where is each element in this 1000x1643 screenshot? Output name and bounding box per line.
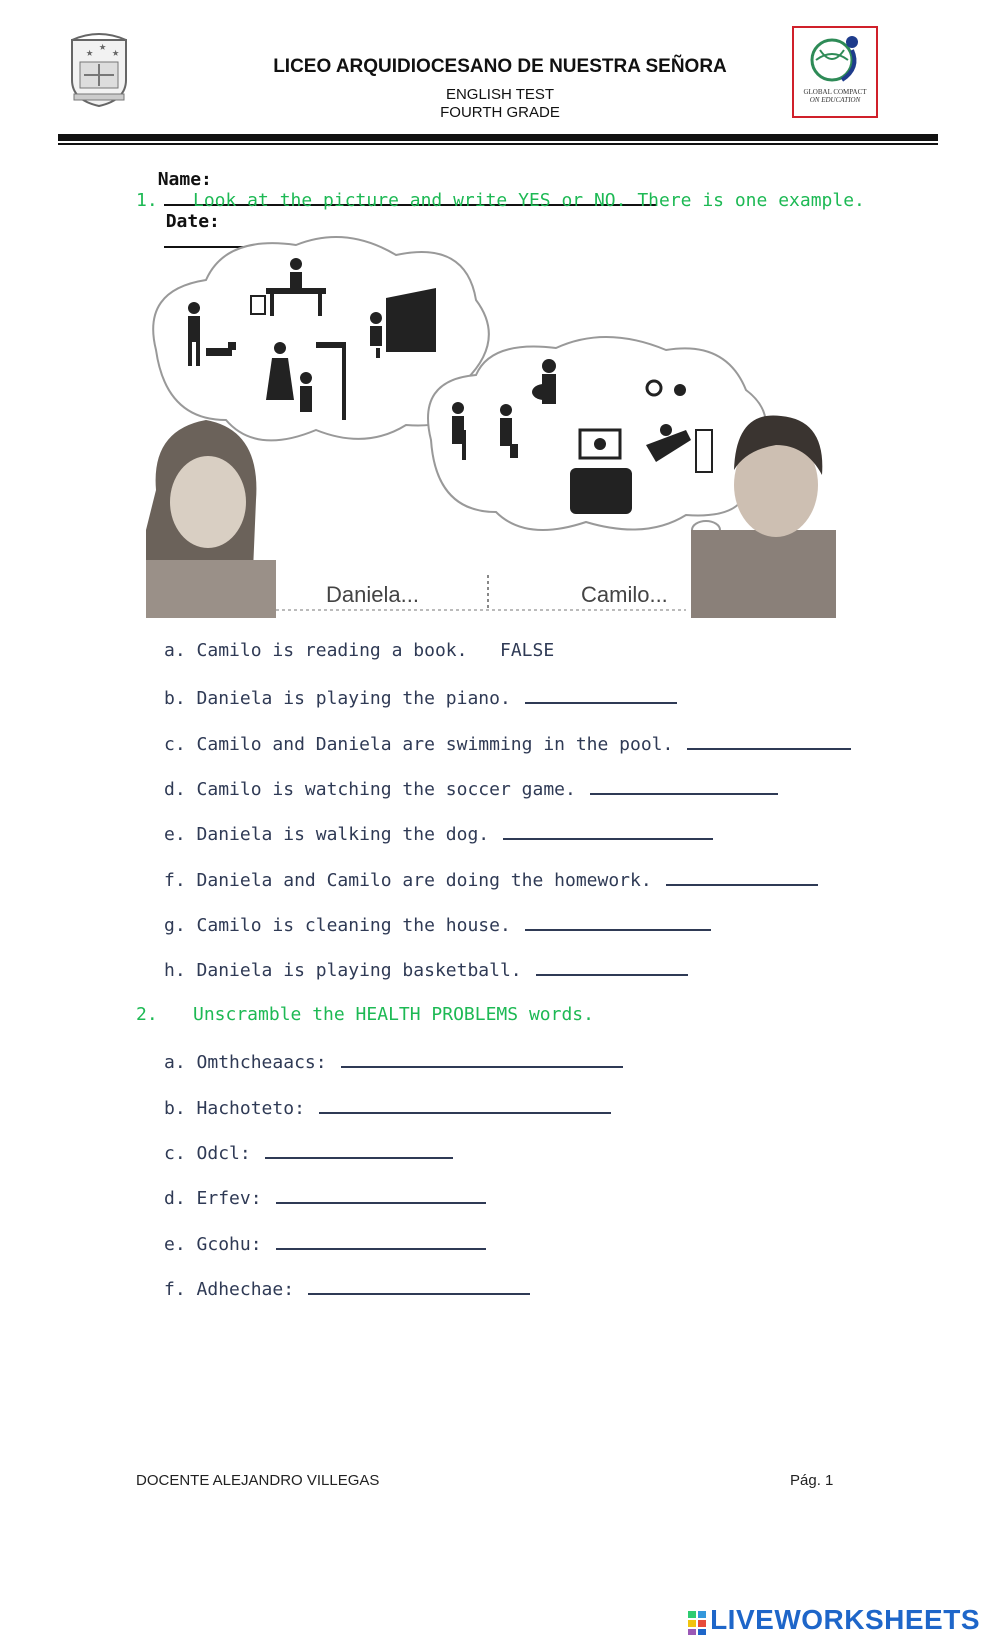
- picture-label-daniela: Daniela...: [326, 582, 419, 607]
- answer-blank[interactable]: [319, 1096, 611, 1114]
- item-letter: b.: [164, 1098, 186, 1119]
- q1-item-d: [164, 777, 778, 800]
- item-text: Odcl:: [196, 1143, 251, 1164]
- item-letter: f.: [164, 1279, 186, 1300]
- header-divider: [58, 134, 938, 141]
- q1-item-f: [164, 868, 818, 891]
- item-text: Gcohu:: [196, 1234, 262, 1255]
- q2-item-e: [164, 1232, 486, 1255]
- answer-blank[interactable]: [687, 732, 851, 750]
- item-text: Omthcheaacs:: [196, 1052, 327, 1073]
- item-text: Camilo and Daniela are swimming in the pool.: [196, 734, 674, 755]
- item-text: Daniela is playing basketball.: [196, 960, 522, 981]
- q1-item-a: [164, 640, 554, 661]
- activities-illustration: [146, 230, 836, 618]
- item-text: Camilo is reading a book.: [196, 640, 468, 661]
- answer-blank[interactable]: [525, 913, 711, 931]
- q2-item-c: [164, 1141, 453, 1164]
- liveworksheets-text: LIVEWORKSHEETS: [710, 1604, 980, 1635]
- q2-item-d: [164, 1186, 486, 1209]
- item-text: Daniela and Camilo are doing the homework.: [196, 870, 652, 891]
- answer-blank[interactable]: [525, 686, 677, 704]
- q2-item-f: [164, 1277, 530, 1300]
- item-text: Erfev:: [196, 1188, 262, 1209]
- name-label: Name:: [157, 169, 212, 190]
- grade-name: FOURTH GRADE: [440, 104, 560, 121]
- global-compact-logo: [792, 26, 878, 118]
- item-letter: h.: [164, 960, 186, 981]
- liveworksheets-brand[interactable]: [688, 1604, 980, 1636]
- item-letter: c.: [164, 1143, 186, 1164]
- footer-teacher: DOCENTE ALEJANDRO VILLEGAS: [136, 1472, 380, 1489]
- footer-page-number: Pág. 1: [790, 1472, 834, 1489]
- item-letter: c.: [164, 734, 186, 755]
- answer-blank[interactable]: [341, 1050, 623, 1068]
- q2-item-b: [164, 1096, 611, 1119]
- answer-blank[interactable]: [666, 868, 818, 886]
- item-letter: b.: [164, 688, 186, 709]
- answer-blank[interactable]: [276, 1186, 486, 1204]
- item-text: Hachoteto:: [196, 1098, 305, 1119]
- q1-item-c: [164, 732, 851, 755]
- item-letter: e.: [164, 1234, 186, 1255]
- item-letter: f.: [164, 870, 186, 891]
- item-text: Daniela is playing the piano.: [196, 688, 511, 709]
- q1-item-g: [164, 913, 711, 936]
- answer-blank[interactable]: [590, 777, 778, 795]
- q1-item-h: [164, 958, 688, 981]
- answer-blank[interactable]: [536, 958, 688, 976]
- item-text: Adhechae:: [196, 1279, 295, 1300]
- item-letter: a.: [164, 640, 186, 661]
- item-text: Camilo is cleaning the house.: [196, 915, 511, 936]
- answer-blank[interactable]: [276, 1232, 486, 1250]
- item-letter: d.: [164, 1188, 186, 1209]
- q2-item-a: [164, 1050, 623, 1073]
- item-letter: d.: [164, 779, 186, 800]
- q1-item-e: [164, 822, 713, 845]
- logo-text-2: ON EDUCATION: [809, 96, 861, 104]
- liveworksheets-logo-icon: [688, 1610, 706, 1634]
- q1-instruction: Look at the picture and write YES or NO. There is one example.: [193, 190, 865, 211]
- test-name: ENGLISH TEST: [445, 86, 555, 103]
- svg-text:★: ★: [86, 45, 94, 59]
- answer-blank[interactable]: [308, 1277, 530, 1295]
- q1-number: 1.: [136, 190, 158, 211]
- picture-label-camilo: Camilo...: [581, 582, 668, 607]
- q2-number: 2.: [136, 1004, 158, 1025]
- item-letter: e.: [164, 824, 186, 845]
- item-letter: g.: [164, 915, 186, 936]
- answer-blank[interactable]: [503, 822, 713, 840]
- logo-text-1: GLOBAL COMPACT: [803, 88, 867, 96]
- item-text: Camilo is watching the soccer game.: [196, 779, 576, 800]
- svg-text:★: ★: [112, 45, 120, 59]
- q1-item-b: [164, 686, 677, 709]
- svg-text:★: ★: [99, 39, 107, 53]
- school-name: LICEO ARQUIDIOCESANO DE NUESTRA SEÑORA: [273, 56, 727, 77]
- header-divider-thin: [58, 143, 938, 145]
- answer-blank[interactable]: [265, 1141, 453, 1159]
- item-letter: a.: [164, 1052, 186, 1073]
- example-answer: FALSE: [499, 640, 555, 661]
- item-text: Daniela is walking the dog.: [196, 824, 490, 845]
- q2-instruction: Unscramble the HEALTH PROBLEMS words.: [193, 1004, 594, 1025]
- date-label: Date:: [165, 211, 220, 232]
